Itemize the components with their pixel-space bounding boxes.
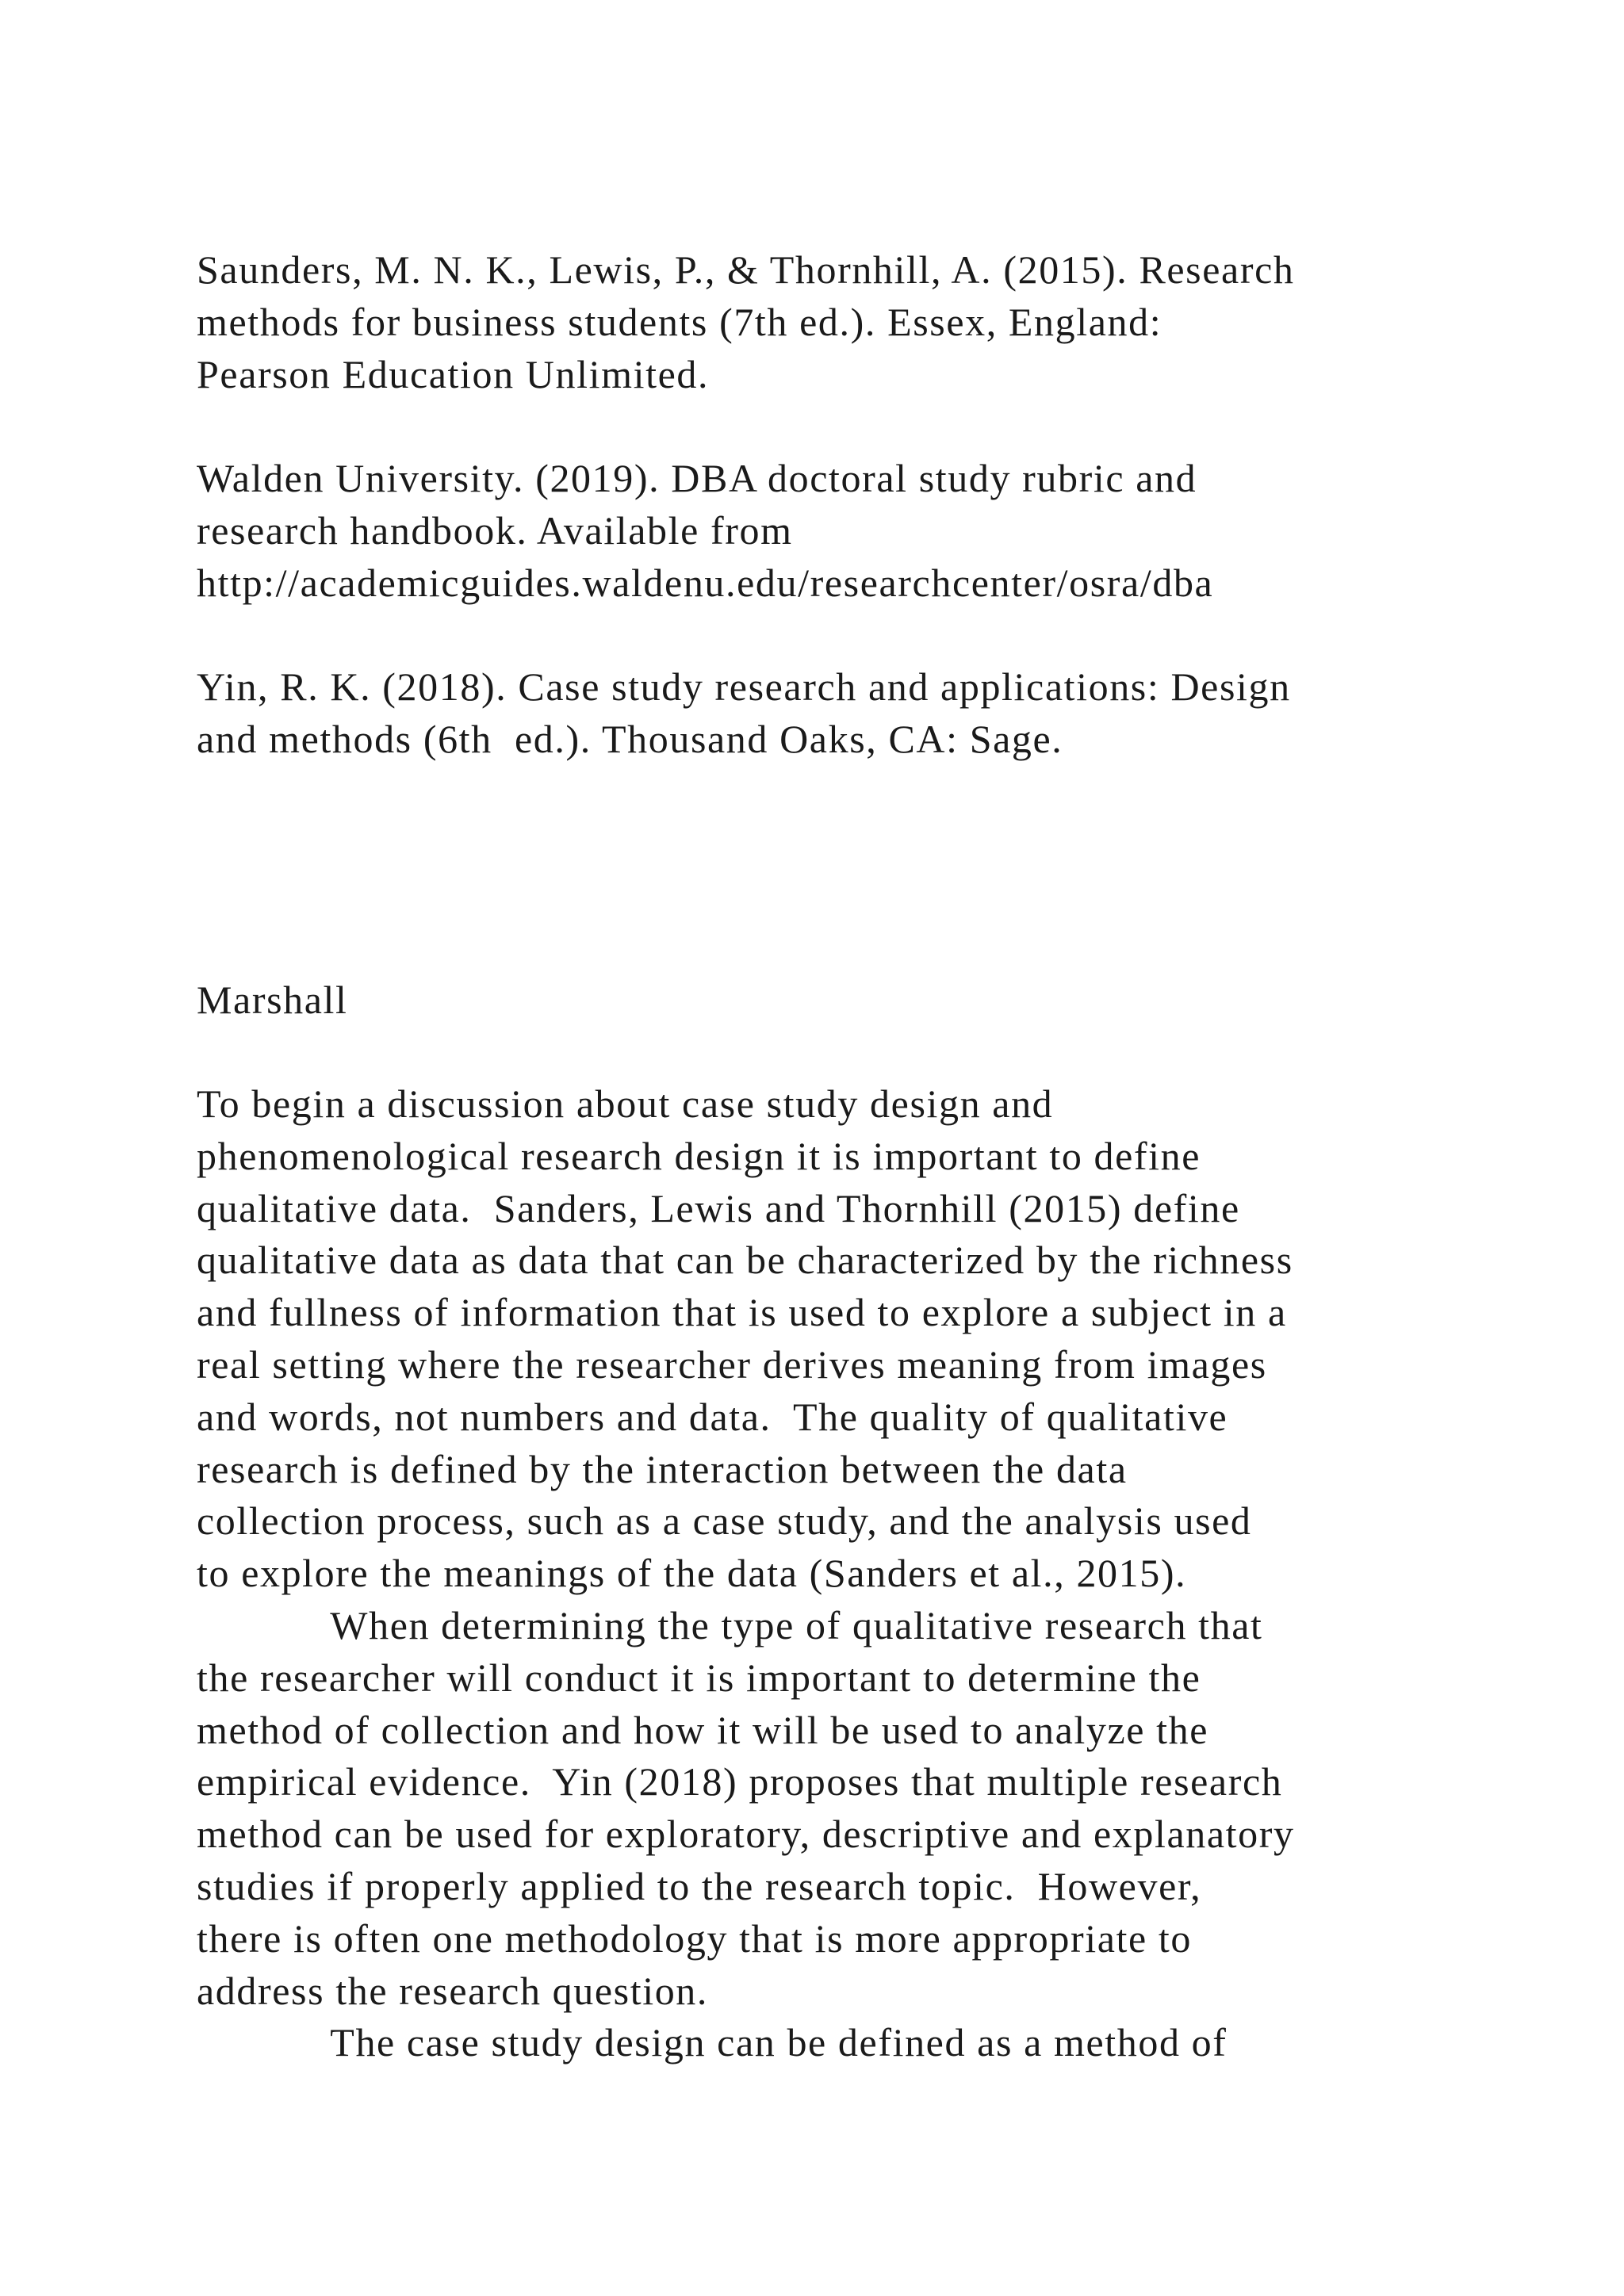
body-line: the researcher will conduct it is important to determine the [197,1655,1201,1700]
reference-line: Yin, R. K. (2018). Case study research and applications: Design [197,664,1291,709]
reference-line: methods for business students (7th ed.). Essex, England: [197,299,1162,344]
reference-line: Walden University. (2019). DBA doctoral study rubric and [197,456,1197,500]
body-line: The case study design can be defined as a method of [197,2020,1228,2065]
body-line: collection process, such as a case study, and the analysis used [197,1498,1252,1544]
body-line: to explore the meanings of the data (Sanders et al., 2015). [197,1551,1187,1596]
body-line: research is defined by the interaction between the data [197,1446,1128,1491]
body-line: method can be used for exploratory, descriptive and explanatory [197,1812,1295,1857]
body-line: To begin a discussion about case study design and [197,1081,1054,1126]
reference-walden [197,453,1497,609]
body-line: qualitative data. Sanders, Lewis and Thornhill (2015) define [197,1185,1240,1230]
body-line: phenomenological research design it is important to define [197,1133,1201,1178]
body-paragraphs [197,1078,1497,2069]
body-line: studies if properly applied to the research topic. However, [197,1863,1202,1908]
body-line: real setting where the researcher derives meaning from images [197,1341,1267,1387]
body-line: and words, not numbers and data. The quality of qualitative [197,1394,1228,1439]
body-line: there is often one methodology that is more appropriate to [197,1915,1192,1961]
reference-saunders [197,244,1497,400]
reference-line: and methods (6th ed.). Thousand Oaks, CA: Sage. [197,716,1063,761]
author-heading [197,974,1497,1027]
body-line: qualitative data as data that can be characterized by the richness [197,1238,1293,1283]
reference-line: Saunders, M. N. K., Lewis, P., & Thornhill, A. (2015). Research [197,247,1295,292]
body-line: address the research question. [197,1968,708,2013]
body-line: When determining the type of qualitative research that [197,1602,1263,1647]
body-line: method of collection and how it will be used to analyze the [197,1707,1209,1752]
reference-yin [197,661,1497,766]
reference-url: http://academicguides.waldenu.edu/researchcenter/osra/dba [197,560,1214,605]
body-line: empirical evidence. Yin (2018) proposes that multiple research [197,1759,1283,1804]
body-line: and fullness of information that is used to explore a subject in a [197,1290,1287,1335]
reference-line: Pearson Education Unlimited. [197,351,710,396]
reference-line: research handbook. Available from [197,507,793,553]
author-name: Marshall [197,978,348,1022]
